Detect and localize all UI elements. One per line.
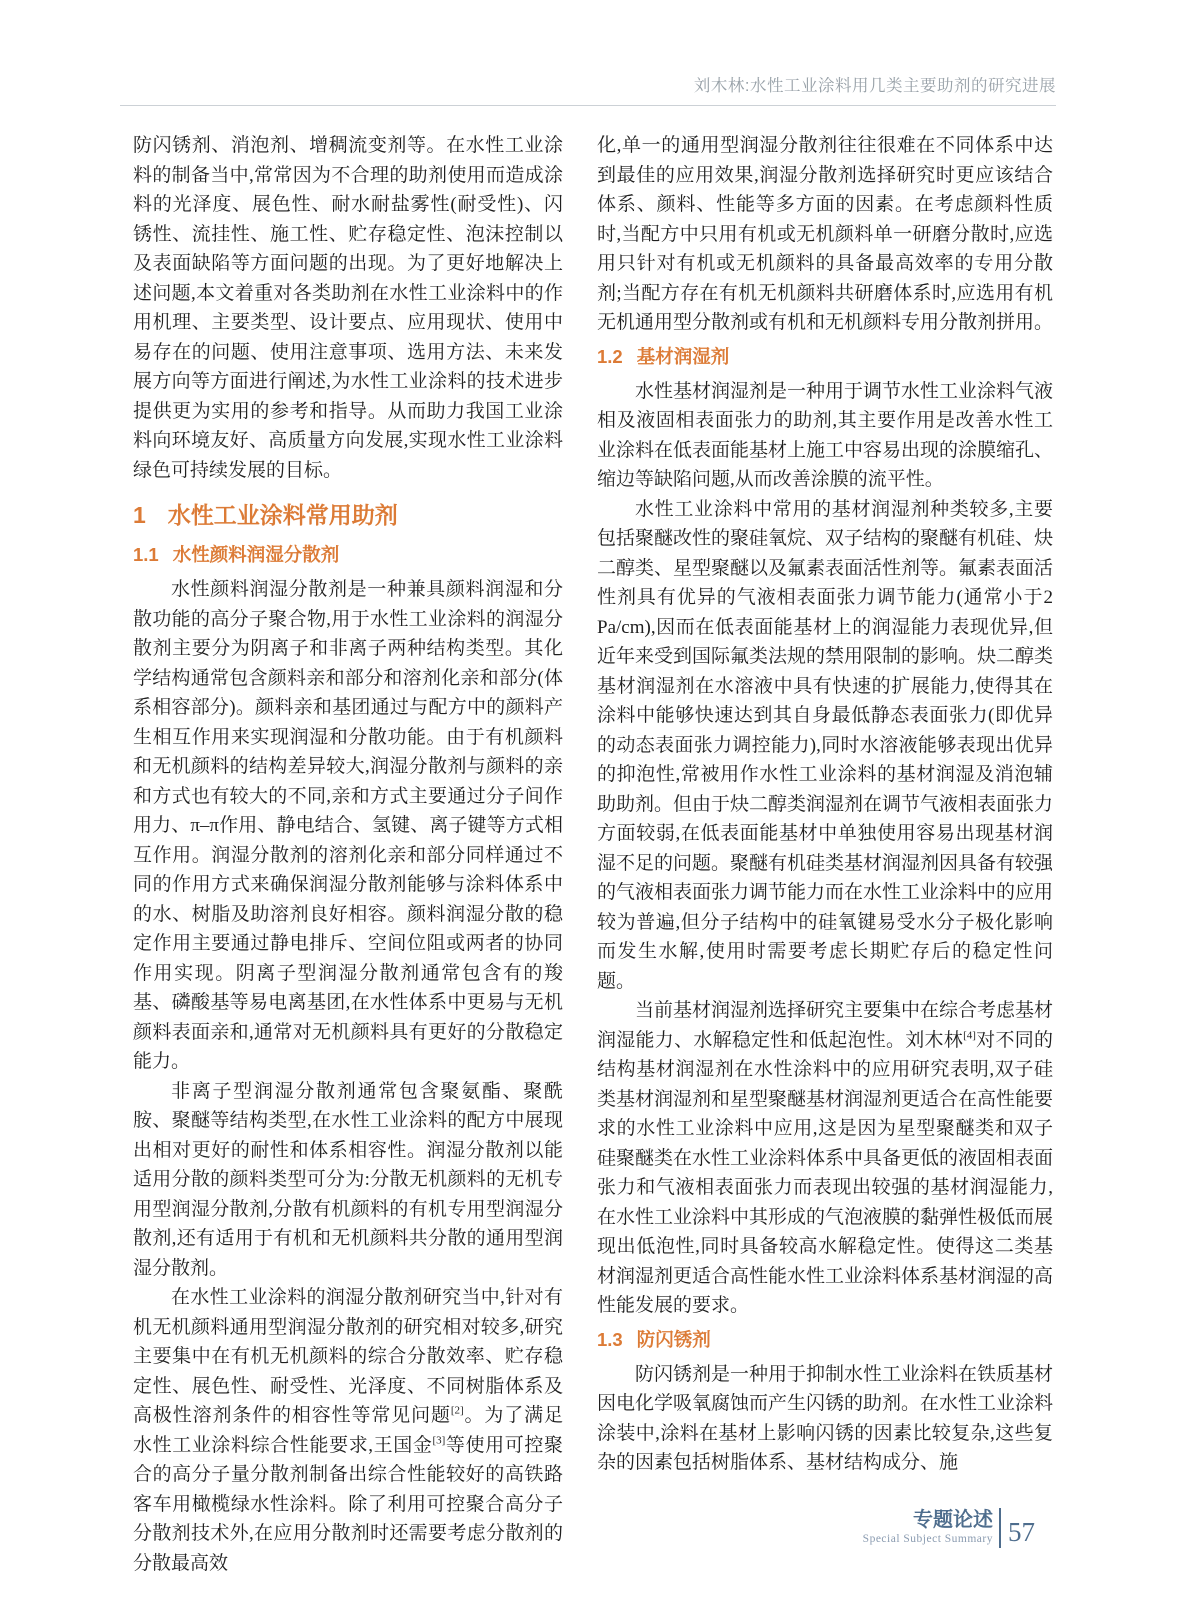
citation-superscript: [2]: [450, 1404, 464, 1417]
heading-number: 1.3: [597, 1328, 623, 1350]
paragraph-text: 化,单一的通用型润湿分散剂往往很难在不同体系中达到最佳的应用效果,润湿分散剂选择研究时更应该结合体系、颜料、性能等多方面的因素。在考虑颜料性质时,当配方中只用有机或无机颜料单一研磨分散时,应选用只针对有机或无机颜料的具备最高效率的专用分散剂;当配方存在有机无机颜料共研磨体系时,应选用有机无机通用型分散剂或有机和无机颜料专用分散剂拼用。: [597, 135, 1054, 333]
subsection-heading: [597, 1326, 1053, 1353]
paragraph-text: 当前基材润湿剂选择研究主要集中在综合考虑基材润湿能力、水解稳定性和低起泡性。刘木林: [597, 1000, 1054, 1051]
page-footer: [863, 1508, 1035, 1548]
paragraph-text: 防闪锈剂是一种用于抑制水性工业涂料在铁质基材因电化学吸氧腐蚀而产生闪锈的助剂。在水性工业涂料涂装中,涂料在基材上影响闪锈的因素比较复杂,这些复杂的因素包括树脂体系、基材结构成分、施: [597, 1363, 1054, 1473]
paragraph-text: 等使用可控聚合的高分子量分散剂制备出综合性能较好的高铁路客车用橄榄绿水性涂料。除了利用可控聚合高分子分散剂技术外,在应用分散剂时还需要考虑分散剂的分散最高效: [133, 1434, 563, 1574]
paragraph-text: 对不同的结构基材润湿剂在水性涂料中的应用研究表明,双子硅类基材润湿剂和星型聚醚基材润湿剂更适合在高性能要求的水性工业涂料中应用,这是因为星型聚醚类和双子硅聚醚类在水性工业涂料体系中具备更低的液固相表面张力和气液相表面张力而表现出较强的基材润湿能力,在水性工业涂料中其形成的气泡液膜的黏弹性极低而展现出低泡性,同时具备较高水解稳定性。使得这二类基材润湿剂更适合高性能水性工业涂料体系基材润湿的高性能发展的要求。: [597, 1029, 1054, 1316]
footer-section-en: Special Subject Summary: [862, 1533, 993, 1545]
heading-title: 防闪锈剂: [636, 1328, 711, 1350]
heading-number: 1.1: [133, 544, 159, 565]
paragraph: [133, 1077, 563, 1284]
paragraph: [597, 131, 1053, 338]
footer-section-label: [863, 1509, 993, 1547]
heading-number: 1.2: [597, 345, 623, 367]
paragraph: [597, 495, 1053, 997]
paragraph-text: 防闪锈剂、消泡剂、增稠流变剂等。在水性工业涂料的制备当中,常常因为不合理的助剂使用而造成涂料的光泽度、展色性、耐水耐盐雾性(耐受性)、闪锈性、流挂性、施工性、贮存稳定性、泡沫控制以及表面缺陷等方面问题的出现。为了更好地解决上述问题,本文着重对各类助剂在水性工业涂料中的作用机理、主要类型、设计要点、应用现状、使用中易存在的问题、使用注意事项、选用方法、未来发展方向等方面进行阐述,为水性工业涂料的技术进步提供更为实用的参考和指导。从而助力我国工业涂料向环境友好、高质量方向发展,实现水性工业涂料绿色可持续发展的目标。: [133, 135, 563, 481]
heading-title: 水性颜料润湿分散剂: [172, 544, 340, 565]
section-heading: [133, 500, 563, 530]
citation-superscript: [3]: [432, 1434, 446, 1447]
page-body: [133, 131, 1053, 1578]
paragraph-text: 水性工业涂料中常用的基材润湿剂种类较多,主要包括聚醚改性的聚硅氧烷、双子结构的聚醚有机硅、炔二醇类、星型聚醚以及氟素表面活性剂等。氟素表面活性剂具有优异的气液相表面张力调节能力(通常小于2 Pa/cm),因而在低表面能基材上的润湿能力表现优异,但近年来受到国际氟类法规的禁用限制的影响。炔二醇类基材润湿剂在水溶液中具有快速的扩展能力,使得其在涂料中能够快速达到其自身最低静态表面张力(即优异的动态表面张力调控能力),同时水溶液能够表现出优异的抑泡性,常被用作水性工业涂料的基材润湿及消泡辅助助剂。但由于炔二醇类润湿剂在调节气液相表面张力方面较弱,在低表面能基材中单独使用容易出现基材润湿不足的问题。聚醚有机硅类基材润湿剂因具备有较强的气液相表面张力调节能力而在水性工业涂料中的应用较为普遍,但分子结构中的硅氧键易受水分子极化影响而发生水解,使用时需要考虑长期贮存后的稳定性问题。: [597, 498, 1054, 992]
running-header: 刘木林:水性工业涂料用几类主要助剂的研究进展: [120, 72, 1056, 106]
paragraph-text: 。为了满足水性工业涂料综合性能要求,王国金: [133, 1405, 563, 1456]
paragraph: [133, 131, 563, 485]
paragraph-text: 水性基材润湿剂是一种用于调节水性工业涂料气液相及液固相表面张力的助剂,其主要作用是改善水性工业涂料在低表面能基材上施工中容易出现的涂膜缩孔、缩边等缺陷问题,从而改善涂膜的流平性。: [597, 380, 1054, 490]
column-left: [133, 131, 563, 1578]
paragraph-text: 非离子型润湿分散剂通常包含聚氨酯、聚酰胺、聚醚等结构类型,在水性工业涂料的配方中展现出相对更好的耐性和体系相容性。润湿分散剂以能适用分散的颜料类型可分为:分散无机颜料的无机专用型润湿分散剂,分散有机颜料的有机专用型润湿分散剂,还有适用于有机和无机颜料共分散的通用型润湿分散剂。: [133, 1080, 563, 1279]
citation-superscript: [4]: [963, 1029, 976, 1042]
column-right: [597, 131, 1053, 1578]
subsection-heading: [133, 541, 563, 568]
paragraph: [597, 377, 1053, 495]
subsection-heading: [597, 343, 1053, 370]
paragraph: [133, 575, 563, 1077]
paragraph-text: 水性颜料润湿分散剂是一种兼具颜料润湿和分散功能的高分子聚合物,用于水性工业涂料的润湿分散剂主要分为阴离子和非离子两种结构类型。其化学结构通常包含颜料亲和部分和溶剂化亲和部分(体系相容部分)。颜料亲和基团通过与配方中的颜料产生相互作用来实现润湿和分散功能。由于有机颜料和无机颜料的结构差异较大,润湿分散剂与颜料的亲和方式也有较大的不同,亲和方式主要通过分子间作用力、π–π作用、静电结合、氢键、离子键等方式相互作用。润湿分散剂的溶剂化亲和部分同样通过不同的作用方式来确保润湿分散剂能够与涂料体系中的水、树脂及助溶剂良好相容。颜料润湿分散的稳定作用主要通过静电排斥、空间位阻或两者的协同作用实现。阴离子型润湿分散剂通常包含有的羧基、磷酸基等易电离基团,在水性体系中更易与无机颜料表面亲和,通常对无机颜料具有更好的分散稳定能力。: [133, 579, 563, 1072]
footer-divider: [999, 1508, 1001, 1548]
heading-title: 水性工业涂料常用助剂: [167, 502, 398, 528]
heading-title: 基材润湿剂: [636, 345, 730, 367]
paragraph: [133, 1283, 563, 1578]
footer-section-cn: 专题论述: [913, 1509, 993, 1531]
paragraph: [597, 1360, 1053, 1478]
paragraph: [597, 996, 1053, 1321]
heading-number: 1: [133, 502, 146, 528]
paragraph-text: 在水性工业涂料的润湿分散剂研究当中,针对有机无机颜料通用型润湿分散剂的研究相对较多,研究主要集中在有机无机颜料的综合分散效率、贮存稳定性、展色性、耐受性、光泽度、不同树脂体系及高极性溶剂条件的相容性等常见问题: [133, 1287, 563, 1426]
page-number: 57: [1008, 1516, 1035, 1547]
